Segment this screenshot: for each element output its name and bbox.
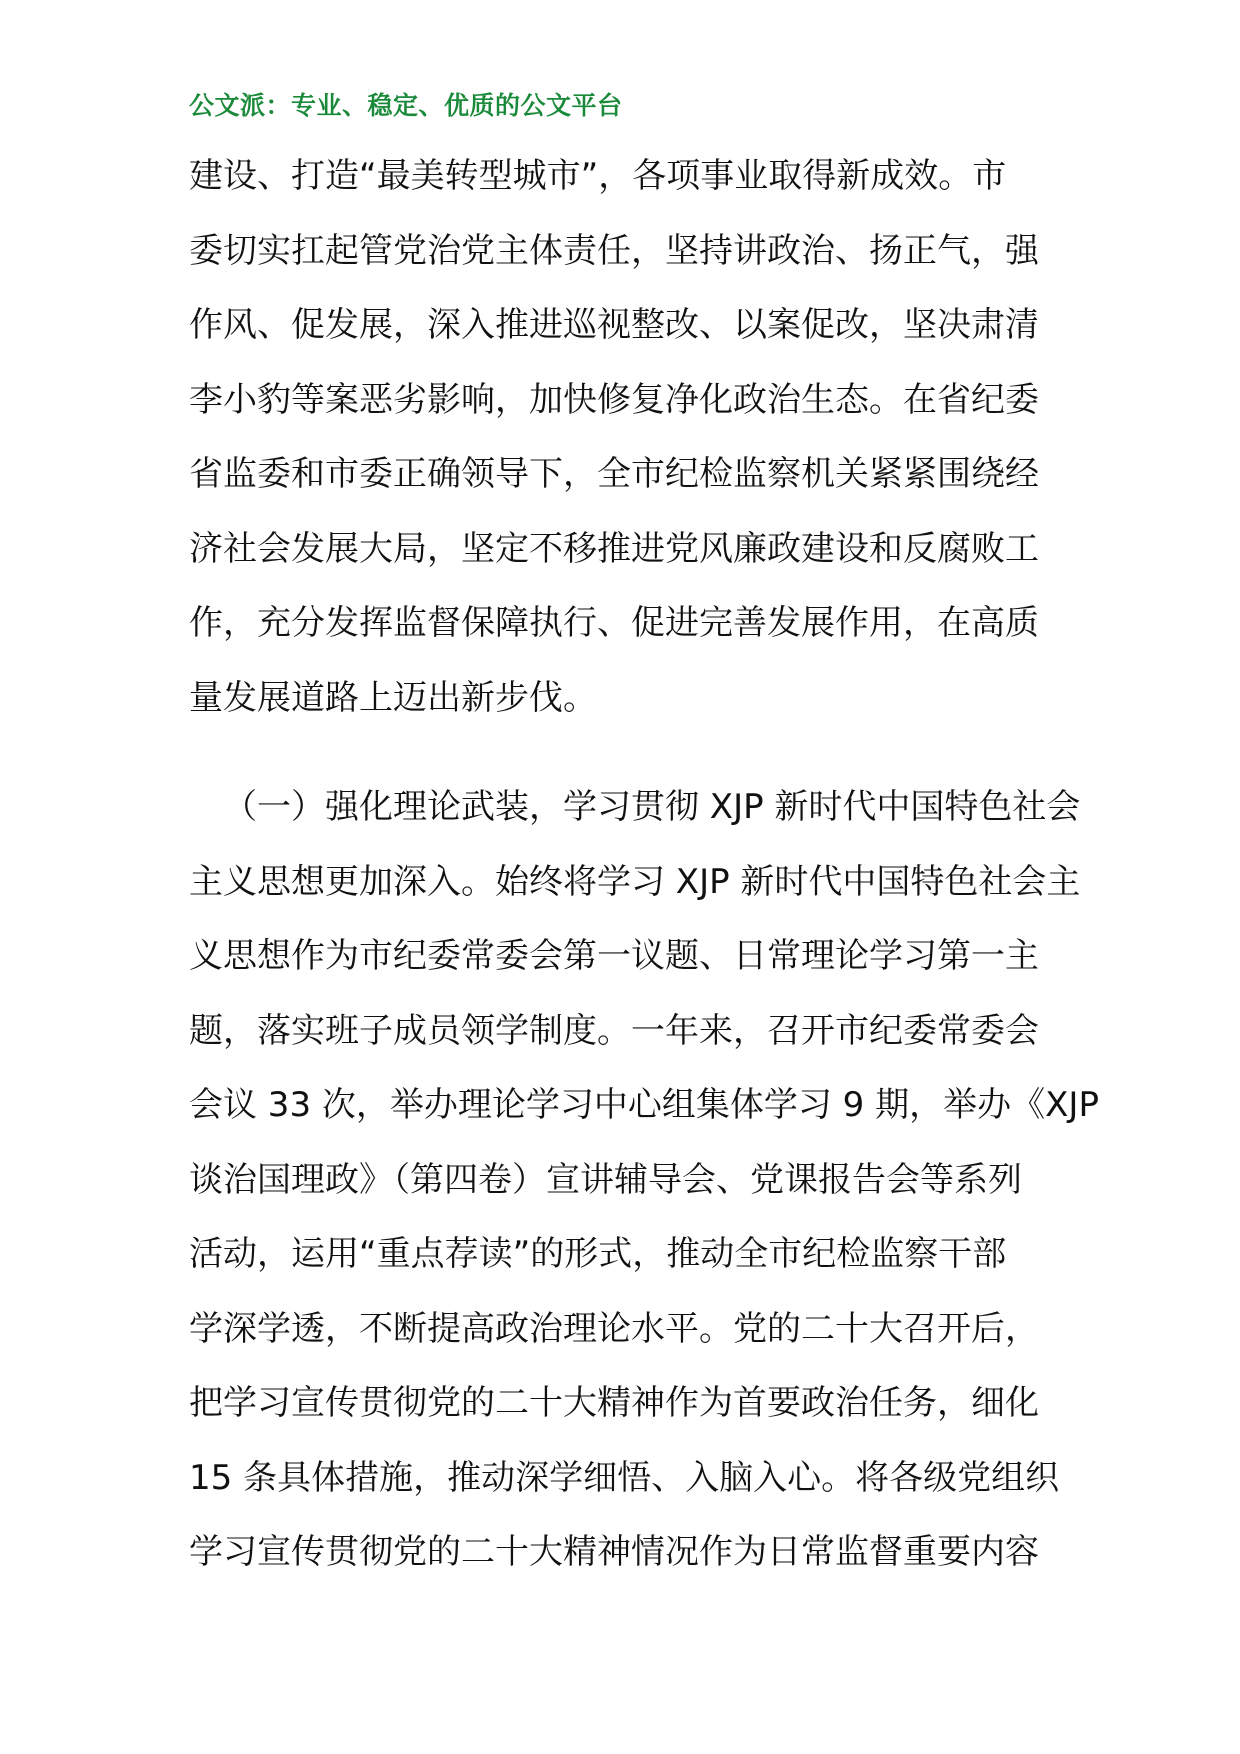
paragraph-line: 主义思想更加深入。始终将学习 XJP 新时代中国特色社会主	[189, 861, 1081, 902]
paragraph-line: 会议 33 次，举办理论学习中心组集体学习 9 期，举办《XJP	[189, 1085, 1099, 1125]
paragraph-line: 学深学透，不断提高政治理论水平。党的二十大召开后，	[189, 1308, 1039, 1349]
paragraph-line: 李小豹等案恶劣影响，加快修复净化政治生态。在省纪委	[189, 379, 1039, 420]
paragraph-line: 活动，运用“重点荐读”的形式，推动全市纪检监察干部	[189, 1234, 1007, 1274]
paragraph-line: 建设、打造“最美转型城市”，各项事业取得新成效。市	[189, 156, 1007, 196]
paragraph-2	[189, 770, 1099, 1590]
header-brand-text: 公文派：专业、稳定、优质的公文平台	[189, 91, 623, 120]
paragraph-line: 把学习宣传贯彻党的二十大精神作为首要政治任务，细化	[189, 1383, 1039, 1423]
paragraph-line: 作，充分发挥监督保障执行、促进完善发展作用，在高质	[189, 603, 1039, 643]
paragraph-line: 作风、促发展，深入推进巡视整改、以案促改，坚决肃清	[189, 305, 1039, 345]
paragraph-line: （一）强化理论武装，学习贯彻 XJP 新时代中国特色社会	[223, 787, 1081, 827]
paragraph-line: 省监委和市委正确领导下，全市纪检监察机关紧紧围绕经	[189, 454, 1039, 494]
paragraph-line: 题，落实班子成员领学制度。一年来，召开市纪委常委会	[189, 1010, 1039, 1051]
paragraph-line: 15 条具体措施，推动深学细悟、入脑入心。将各级党组织	[189, 1457, 1060, 1498]
paragraph-line: 谈治国理政》（第四卷）宣讲辅导会、党课报告会等系列	[189, 1159, 1022, 1200]
paragraph-1	[189, 139, 1059, 735]
paragraph-line: 委切实扛起管党治党主体责任，坚持讲政治、扬正气，强	[189, 230, 1039, 271]
paragraph-line: 济社会发展大局，坚定不移推进党风廉政建设和反腐败工	[189, 528, 1039, 569]
paragraph-line: 量发展道路上迈出新步伐。	[189, 677, 597, 718]
paragraph-line: 义思想作为市纪委常委会第一议题、日常理论学习第一主	[189, 936, 1039, 976]
paragraph-line: 学习宣传贯彻党的二十大精神情况作为日常监督重要内容	[189, 1532, 1039, 1572]
